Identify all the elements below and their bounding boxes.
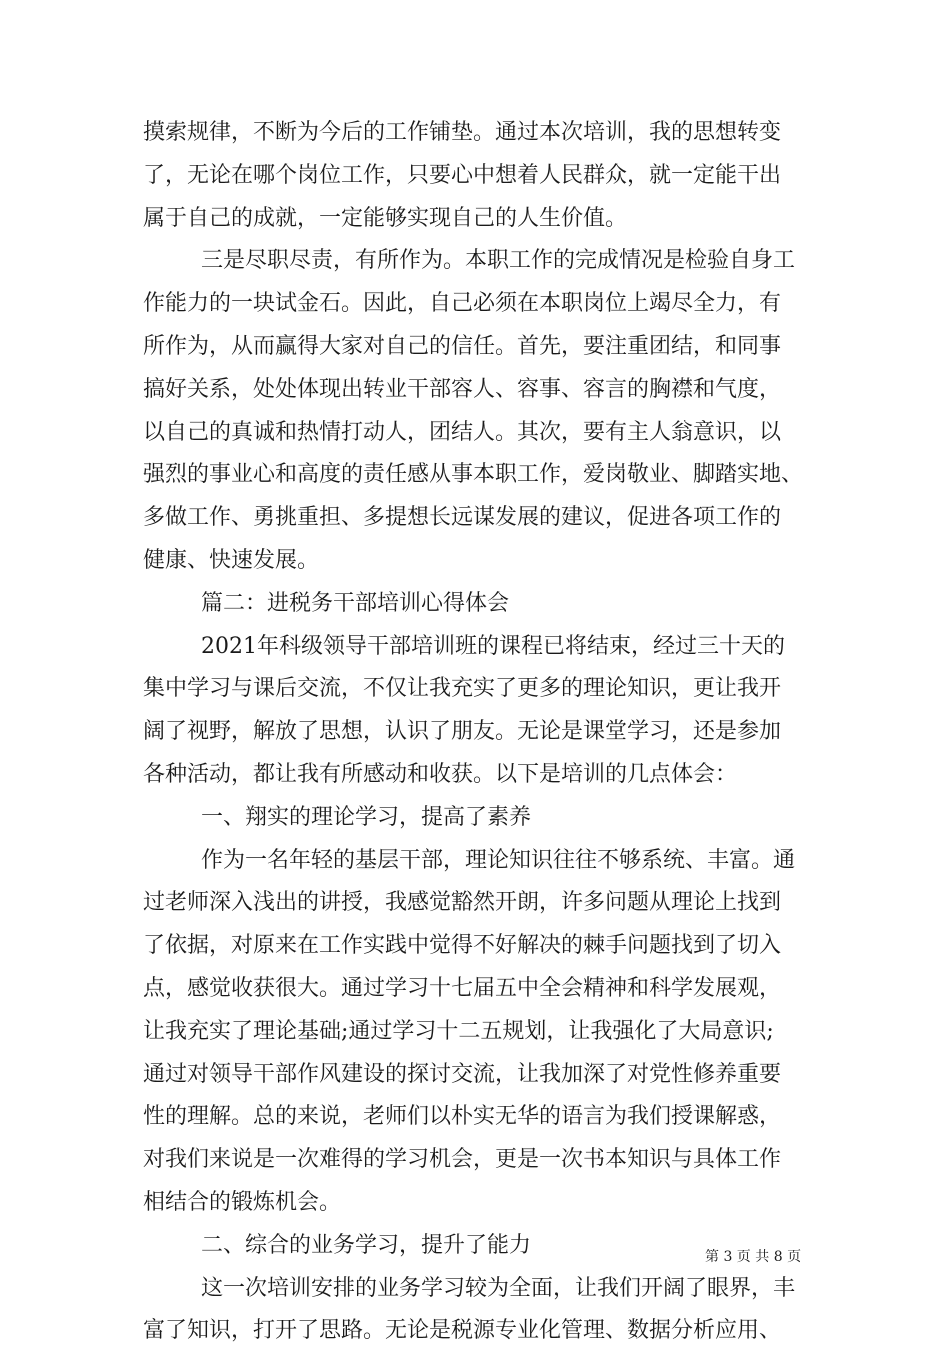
text-line: 通过对领导干部作风建设的探讨交流，让我加深了对党性修养重要 bbox=[143, 1061, 782, 1087]
text-line: 所作为，从而赢得大家对自己的信任。首先，要注重团结，和同事 bbox=[143, 333, 782, 359]
document-body bbox=[143, 112, 813, 1353]
subsection-heading: 一、翔实的理论学习，提高了素养 bbox=[201, 804, 532, 830]
text-line: 了依据，对原来在工作实践中觉得不好解决的棘手问题找到了切入 bbox=[143, 933, 782, 959]
text-line: 作能力的一块试金石。因此，自己必须在本职岗位上竭尽全力，有 bbox=[143, 291, 782, 317]
text-line: 性的理解。总的来说，老师们以朴实无华的语言为我们授课解惑， bbox=[143, 1104, 782, 1130]
text-line: 以自己的真诚和热情打动人，团结人。其次，要有主人翁意识，以 bbox=[143, 419, 782, 445]
subsection-heading: 二、综合的业务学习，提升了能力 bbox=[201, 1232, 532, 1258]
text-line: 摸索规律，不断为今后的工作铺垫。通过本次培训，我的思想转变 bbox=[143, 120, 782, 145]
text-line: 让我充实了理论基础;通过学习十二五规划，让我强化了大局意识; bbox=[143, 1018, 774, 1044]
page-number-footer: 第 3 页 共 8 页 bbox=[705, 1249, 802, 1265]
text-line: 相结合的锻炼机会。 bbox=[143, 1189, 342, 1215]
text-line: 各种活动，都让我有所感动和收获。以下是培训的几点体会： bbox=[143, 761, 738, 787]
text-line: 对我们来说是一次难得的学习机会，更是一次书本知识与具体工作 bbox=[143, 1147, 782, 1173]
text-line: 阔了视野，解放了思想，认识了朋友。无论是课堂学习，还是参加 bbox=[143, 719, 782, 745]
paragraph-start-line: 作为一名年轻的基层干部，理论知识往往不够系统、丰富。通 bbox=[201, 847, 796, 873]
paragraph-start-line: 这一次培训安排的业务学习较为全面，让我们开阔了眼界，丰 bbox=[201, 1275, 796, 1301]
text-line: 富了知识，打开了思路。无论是税源专业化管理、数据分析应用、 bbox=[143, 1318, 782, 1344]
paragraph-start-line: 2021年科级领导干部培训班的课程已将结束，经过三十天的 bbox=[201, 633, 785, 659]
text-line: 属于自己的成就，一定能够实现自己的人生价值。 bbox=[143, 205, 628, 231]
text-line: 搞好关系，处处体现出转业干部容人、容事、容言的胸襟和气度， bbox=[143, 376, 782, 402]
paragraph-start-line: 三是尽职尽责，有所作为。本职工作的完成情况是检验自身工 bbox=[201, 248, 796, 274]
text-line: 点，感觉收获很大。通过学习十七届五中全会精神和科学发展观， bbox=[143, 975, 782, 1001]
text-line: 集中学习与课后交流，不仅让我充实了更多的理论知识，更让我开 bbox=[143, 676, 782, 702]
text-line: 多做工作、勇挑重担、多提想长远谋发展的建议，促进各项工作的 bbox=[143, 505, 782, 531]
text-line: 健康、快速发展。 bbox=[143, 547, 320, 573]
text-line: 强烈的事业心和高度的责任感从事本职工作，爱岗敬业、脚踏实地、 bbox=[143, 462, 804, 488]
text-line: 过老师深入浅出的讲授，我感觉豁然开朗，许多问题从理论上找到 bbox=[143, 890, 782, 916]
section-heading: 篇二：进税务干部培训心得体会 bbox=[201, 590, 510, 616]
text-line: 了，无论在哪个岗位工作，只要心中想着人民群众，就一定能干出 bbox=[143, 162, 782, 188]
